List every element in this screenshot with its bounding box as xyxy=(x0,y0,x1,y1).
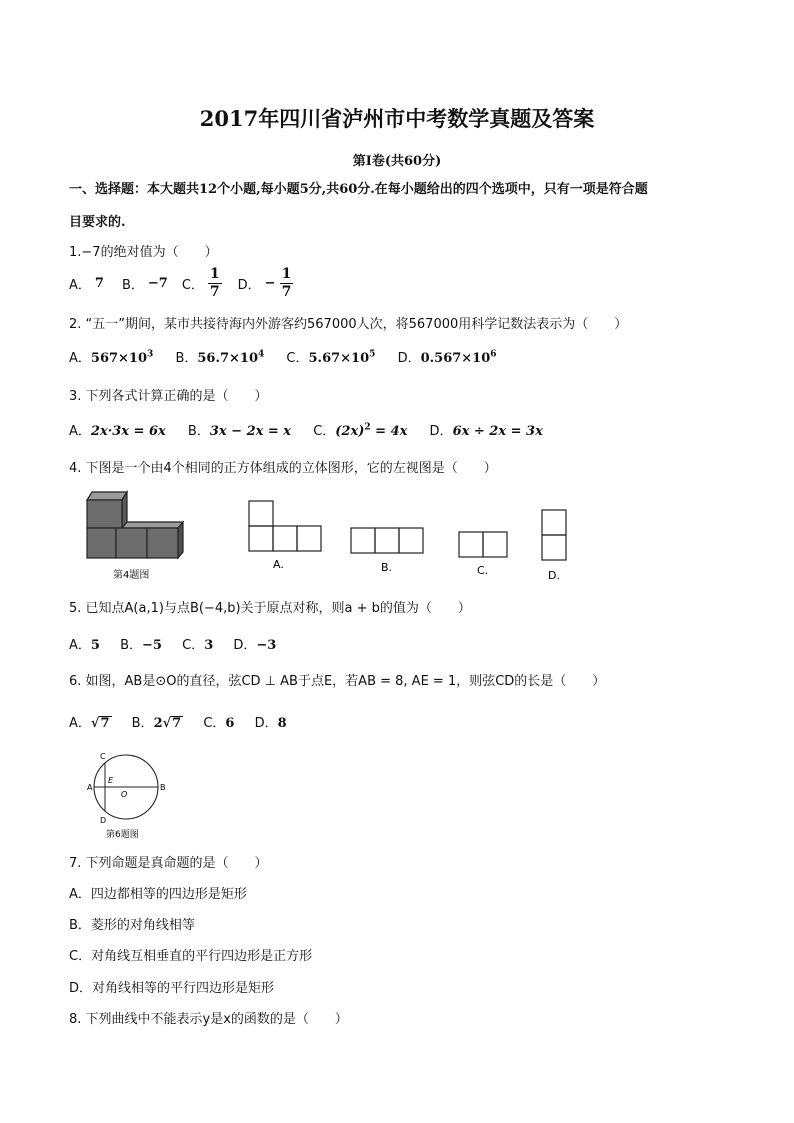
option-b-label: B． xyxy=(120,638,143,653)
view-cell xyxy=(483,532,507,557)
option-b-exponent: 4 xyxy=(258,349,265,360)
option-c-value: 3 xyxy=(204,638,214,653)
question-6-figure xyxy=(84,747,174,842)
option-a-label: A. xyxy=(273,558,284,571)
option-c-label: C． xyxy=(313,424,336,439)
view-cell xyxy=(375,528,399,553)
option-d-numerator: 1 xyxy=(281,266,292,282)
section-instructions-line2: 目要求的. xyxy=(69,215,126,230)
option-d-value: −3 xyxy=(256,638,277,653)
option-c-exponent: 5 xyxy=(369,349,376,360)
option-b-label: B. xyxy=(381,561,393,574)
option-d-label: D. xyxy=(548,569,560,582)
option-d-sign: − xyxy=(264,276,276,291)
option-a-base: 567×10 xyxy=(90,351,148,366)
question-2-stem: 2. “五一”期间，某市共接待海内外游客约567000人次，将567000用科学记数法表示为（ ） xyxy=(69,317,628,332)
view-cell xyxy=(351,528,375,553)
option-b-label: B． xyxy=(187,424,210,439)
option-a-label: A． xyxy=(69,716,91,731)
option-a-label: A． xyxy=(69,278,91,293)
option-c-base: (2x) xyxy=(335,424,365,439)
view-cell xyxy=(542,535,566,560)
option-a-label: A． xyxy=(69,424,91,439)
option-b-radicand: 7 xyxy=(172,716,182,731)
option-d-label: D． xyxy=(429,424,453,439)
option-b-label: B． xyxy=(175,351,198,366)
cube-front-lower-1 xyxy=(87,528,116,558)
question-7-option-c: C．对角线互相垂直的平行四边形是正方形 xyxy=(69,949,313,964)
solid-figure xyxy=(87,492,183,558)
cube-front-lower-2 xyxy=(116,528,147,558)
option-b-value: 3x − 2x = x xyxy=(209,424,292,439)
cube-front-lower-3 xyxy=(147,528,178,558)
option-a-label: A． xyxy=(69,638,91,653)
question-6-caption: 第6题图 xyxy=(106,830,139,840)
option-a-view xyxy=(249,501,321,551)
option-b-view xyxy=(351,528,423,553)
option-d-view xyxy=(542,510,566,560)
option-c-value: 6 xyxy=(225,716,235,731)
cube-side-lower xyxy=(178,522,183,558)
question-4-figure xyxy=(75,486,595,586)
cube-top-left-upper xyxy=(87,492,127,500)
option-d-value: 8 xyxy=(277,716,287,731)
view-cell xyxy=(399,528,423,553)
question-8-stem: 8. 下列曲线中不能表示y是x的函数的是（ ） xyxy=(69,1012,348,1027)
option-d-label: D． xyxy=(233,638,257,653)
view-cell xyxy=(459,532,483,557)
question-5-options xyxy=(69,634,276,653)
question-3-stem: 3. 下列各式计算正确的是（ ） xyxy=(69,389,268,404)
point-c-label: C xyxy=(100,752,106,761)
option-b-value: −5 xyxy=(142,638,162,653)
option-a-value: 2x·3x = 6x xyxy=(90,424,166,439)
point-a-label: A xyxy=(87,783,93,792)
question-6-options: A．√7 B．2√7 C．6 D．8 xyxy=(69,716,287,731)
option-d-base: 0.567×10 xyxy=(420,351,491,366)
question-7-option-d: D．对角线相等的平行四边形是矩形 xyxy=(69,981,275,996)
option-d-label: D． xyxy=(254,716,278,731)
question-1-options xyxy=(69,266,293,301)
option-b-base: 56.7×10 xyxy=(197,351,259,366)
option-c-numerator: 1 xyxy=(209,266,220,282)
option-c-label: C． xyxy=(181,278,204,293)
section-instructions-line1: 一、选择题：本大题共12个小题,每小题5分,共60分.在每小题给出的四个选项中，只有一项是符合题 xyxy=(69,182,648,197)
point-b-label: B xyxy=(160,783,166,792)
option-d-fraction xyxy=(280,266,294,301)
point-e-label: E xyxy=(108,776,114,785)
option-a-label: A． xyxy=(69,351,91,366)
question-2-options xyxy=(69,347,497,366)
option-b-coefficient: 2 xyxy=(153,716,163,731)
question-7-option-a: A．四边都相等的四边形是矩形 xyxy=(69,887,247,902)
cube-front-upper xyxy=(87,500,122,528)
option-d-denominator: 7 xyxy=(281,284,292,300)
option-c-label: C． xyxy=(182,638,205,653)
option-a-value: 5 xyxy=(90,638,100,653)
question-4-caption: 第4题图 xyxy=(113,570,150,581)
point-d-label: D xyxy=(100,816,107,825)
option-a-value: 7 xyxy=(94,276,104,291)
option-c-view xyxy=(459,532,507,557)
option-c-exponent: 2 xyxy=(364,422,371,433)
option-a-exponent: 3 xyxy=(147,349,154,360)
option-b-label: B． xyxy=(131,716,154,731)
option-d-value: 6x ÷ 2x = 3x xyxy=(452,424,543,439)
option-a-radicand: 7 xyxy=(100,716,110,731)
question-6-stem: 6. 如图，AB是⊙O的直径，弦CD ⊥ AB于点E，若AB = 8, AE = 1，则弦CD的长是（ ） xyxy=(69,674,606,689)
option-d-label: D． xyxy=(237,278,261,293)
option-c-denominator: 7 xyxy=(209,284,220,300)
question-7-stem: 7. 下列命题是真命题的是（ ） xyxy=(69,856,268,871)
view-cell xyxy=(249,501,273,526)
option-b-label: B． xyxy=(121,278,144,293)
option-d-exponent: 6 xyxy=(490,349,497,360)
option-c-fraction xyxy=(208,266,222,301)
lower-row-top xyxy=(122,522,183,528)
question-7-option-b: B．菱形的对角线相等 xyxy=(69,918,195,933)
option-c-rest: = 4x xyxy=(370,424,408,439)
section-subtitle: 第Ⅰ卷(共60分) xyxy=(352,154,442,169)
page-title: 2017年四川省泸州市中考数学真题及答案 xyxy=(199,106,595,131)
view-cell xyxy=(249,526,273,551)
view-cell xyxy=(542,510,566,535)
option-c-label: C． xyxy=(286,351,309,366)
option-c-label: C． xyxy=(203,716,226,731)
question-4-stem: 4. 下图是一个由4个相同的正方体组成的立体图形，它的左视图是（ ） xyxy=(69,461,497,476)
view-cell xyxy=(273,526,297,551)
view-cell xyxy=(297,526,321,551)
point-o-label: O xyxy=(121,790,128,799)
question-5-stem: 5. 已知点A(a,1)与点B(−4,b)关于原点对称，则a + b的值为（ ） xyxy=(69,601,471,616)
option-d-label: D． xyxy=(397,351,421,366)
question-3-options xyxy=(69,420,543,439)
question-1-stem: 1.−7的绝对值为（ ） xyxy=(69,245,218,260)
option-c-label: C. xyxy=(477,564,489,577)
option-b-value: −7 xyxy=(147,276,168,291)
option-c-base: 5.67×10 xyxy=(308,351,370,366)
